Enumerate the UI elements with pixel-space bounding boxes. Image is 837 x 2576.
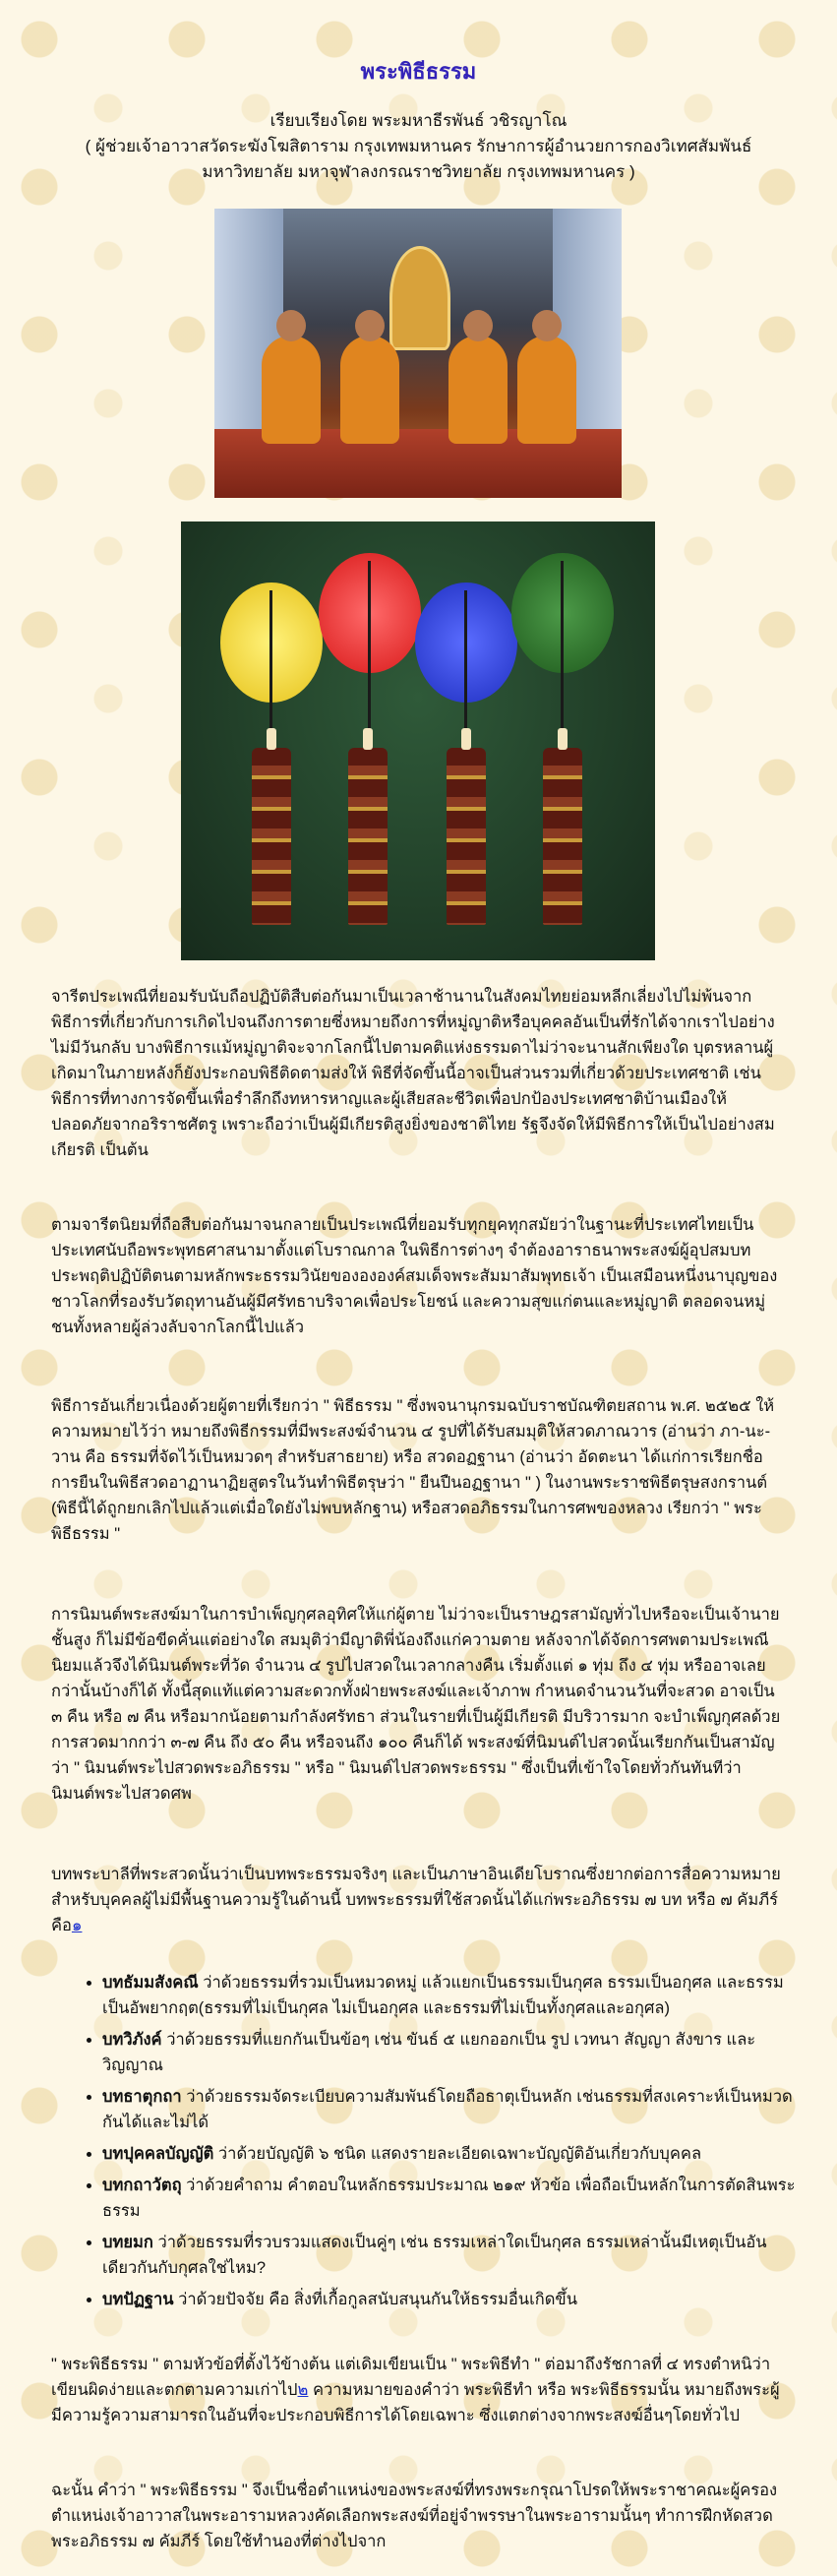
paragraph: บทพระบาลีที่พระสวดนั้นว่าเป็นบทพระธรรมจริงๆ และเป็นภาษาอินเดียโบราณซึ่งยากต่อการสื่อความหมายสำหรับบุคคลผู้ไม่มีพื้นฐานความรู้ในด้านนี้ บทพระธรรมที่ใช้สวดนั้นได้แก่พระอภิธรรม ๗ บท หรือ ๗ คัมภีร์ คือ๑	[51, 1866, 781, 1934]
footnote-link[interactable]: ๒	[297, 2381, 309, 2399]
monk-figure	[517, 336, 576, 444]
list-item: • บทปัฏฐาน ว่าด้วยปัจจัย คือ สิ่งที่เกื้อกูลสนับสนุนกันให้ธรรมอื่นเกิดขึ้น	[102, 2287, 810, 2312]
list-item: • บทธาตุกถา ว่าด้วยธรรมจัดระเบียบความสัมพันธ์โดยถือธาตุเป็นหลัก เช่นธรรมที่สงเคราะห์เป็นหมวดกันได้และไม่ได้	[102, 2084, 810, 2135]
list-item: • บทธัมมสังคณี ว่าด้วยธรรมที่รวมเป็นหมวดหมู่ แล้วแยกเป็นธรรมเป็นกุศล ธรรมเป็นอกุศล และธรรมเป็นอัพยากฤต(ธรรมที่ไม่เป็นกุศล ไม่เป็นอกุศล และธรรมที่ไม่เป็นทั้งกุศลและอกุศล)	[102, 1970, 810, 2021]
paragraph: พิธีการอันเกี่ยวเนื่องด้วยผู้ตายที่เรียกว่า " พิธีธรรม " ซึ่งพจนานุกรมฉบับราชบัณฑิตยสถาน พ.ศ. ๒๕๒๕ ให้ความหมายไว้ว่า หมายถึงพิธีกรรมที่มีพระสงฆ์จำนวน ๔ รูปที่ได้รับสมมุติให้สวดภาณวาร (อ่านว่า ภา-นะ-วาน คือ ธรรมที่จัดไว้เป็นหมวดๆ สำหรับสาธยาย) หรือ สวดอฏฐานา (อ่านว่า อัดตะนา ได้แก่การเรียกชื่อการยืนในพิธีสวดอาฏานาฏิยสูตรในวันทำพิธีตรุษว่า " ยืนปืนอฏฐานา " ) ในงานพระราชพิธีตรุษสงกรานต์ (พิธีนี้ได้ถูกยกเลิกไปแล้วแต่เมื่อใดยังไม่พบหลักฐาน) หรือสวดอภิธรรมในการศพของหลวง เรียกว่า " พระพิธีธรรม "	[51, 1397, 775, 1543]
monk-figure	[448, 336, 508, 444]
monks-ceremony-photo	[214, 209, 622, 498]
paragraph: การนิมนต์พระสงฆ์มาในการบำเพ็ญกุศลอุทิศให้แก่ผู้ตาย ไม่ว่าจะเป็นราษฎรสามัญทั่วไปหรือจะเป็นเจ้านายชั้นสูง ก็ไม่มีข้อขีดคั่นแต่อย่างใด สมมุติว่ามีญาติพี่น้องถึงแก่ความตาย หลังจากได้จัดการศพตามประเพณีนิยมแล้วจึงได้นิมนต์พระที่วัด จำนวน ๔ รูปไปสวดในเวลากลางคืน เริ่มตั้งแต่ ๑ ทุ่ม ถึง ๔ ทุ่ม หรืออาจเลยกว่านั้นบ้างก็ได้ ทั้งนี้สุดแท้แต่ความสะดวกทั้งฝ่ายพระสงฆ์และเจ้าภาพ กำหนดจำนวนวันที่จะสวด อาจเป็น ๓ คืน หรือ ๗ คืน หรือมากน้อยตามกำลังศรัทธา ส่วนในรายที่เป็นผู้มีเกียรติ มีบริวารมาก จะบำเพ็ญกุศลด้วยการสวดมากกว่า ๓-๗ คืน ถึง ๕๐ คืน หรือจนถึง ๑๐๐ คืนก็ได้ พระสงฆ์ที่นิมนต์ไปสวดนั้นเรียกกันเป็นสามัญว่า " นิมนต์พระไปสวดพระอภิธรรม " หรือ " นิมนต์ไปสวดพระธรรม " ซึ่งเป็นที่เข้าใจโดยทั่วกันทันทีว่า นิมนต์พระไปสวดศพ	[51, 1606, 781, 1803]
paragraph: จารีตประเพณีที่ยอมรับนับถือปฏิบัติสืบต่อกันมาเป็นเวลาช้านานในสังคมไทยย่อมหลีกเลี่ยงไปไม่พ้นจากพิธีการที่เกี่ยวกับการเกิดไปจนถึงการตายซึ่งหมายถึงการที่หมู่ญาติหรือบุคคลอันเป็นที่รักได้จากเราไปอย่างไม่มีวันกลับ บางพิธีการแม้หมู่ญาติจะจากโลกนี้ไปตามคติแห่งธรรมดาไม่ว่าจะนานสักเพียงใด บุตรหลานผู้เกิดมาในภายหลังก็ยังประกอบพิธีติดตามส่งให้ พิธีที่จัดขึ้นนี้อาจเป็นส่วนรวมที่เกี่ยวด้วยประเทศชาติ เช่น พิธีการที่ทางการจัดขึ้นเพื่อรำลึกถึงทหารหาญและผู้เสียสละชีวิตเพื่อปกป้องประเทศชาติบ้านเมืองให้ปลอดภัยจากอริราชศัตรู เพราะถือว่าเป็นผู้มีเกียรติสูงยิ่งของชาติไทย รัฐจึงจัดให้มีพิธีการให้เป็นไปอย่างสมเกียรติ เป็นต้น	[51, 988, 775, 1159]
author-affiliation: ( ผู้ช่วยเจ้าอาวาสวัดระฆังโฆสิตาราม กรุงเทพมหานคร รักษาการผู้อำนวยการกองวิเทศสัมพันธ์ มหาวิทยาลัย มหาจุฬาลงกรณราชวิทยาลัย กรุงเทพมหานคร )	[85, 137, 752, 181]
yellow-fan	[220, 583, 323, 703]
ceremonial-fan-emblem	[389, 246, 450, 350]
footnote-link[interactable]: ๑	[71, 1917, 83, 1934]
author-line: เรียบเรียงโดย พระมหาธีรพันธ์ วชิรญาโณ	[269, 111, 568, 130]
monk-figure	[340, 336, 399, 444]
list-item: • บทวิภังค์ ว่าด้วยธรรมที่แยกกันเป็นข้อๆ เช่น ขันธ์ ๕ แยกออกเป็น รูป เวทนา สัญญา สังขาร และ วิญญาณ	[102, 2027, 810, 2078]
list-item: • บทปุคคลบัญญัติ ว่าด้วยบัญญัติ ๖ ชนิด แสดงรายละเอียดเฉพาะบัญญัติอันเกี่ยวกับบุคคล	[102, 2141, 810, 2167]
paragraph: ฉะนั้น คำว่า " พระพิธีธรรม " จึงเป็นชื่อตำแหน่งของพระสงฆ์ที่ทรงพระกรุณาโปรดให้พระราชาคณะผู้ครองตำแหน่งเจ้าอาวาสในพระอารามหลวงคัดเลือกพระสงฆ์ที่อยู่จำพรรษาในพระอารามนั้นๆ ทำการฝึกหัดสวดพระอภิธรรม ๗ คัมภีร์ โดยใช้ทำนองที่ต่างไปจาก	[51, 2482, 778, 2550]
paragraph: ตามจารีตนิยมที่ถือสืบต่อกันมาจนกลายเป็นประเพณีที่ยอมรับทุกยุคทุกสมัยว่าในฐานะที่ประเทศไทยเป็นประเทศนับถือพระพุทธศาสนามาตั้งแต่โบราณกาล ในพิธีการต่างๆ จำต้องอาราธนาพระสงฆ์ผู้อุปสมบท ประพฤติปฏิบัติตนตามหลักพระธรรมวินัยของององค์สมเด็จพระสัมมาสัมพุทธเจ้า เป็นเสมือนหนึ่งนาบุญของชาวโลกที่รองรับวัตถุทานอันผู้มีศรัทธาบริจาคเพื่อประโยชน์ และความสุขแก่ตนและหมู่ญาติ ตลอดจนหมู่ชนทั้งหลายผู้ล่วงลับจากโลกนี้ไปแล้ว	[51, 1216, 778, 1336]
candle-stand	[543, 748, 582, 925]
candle-stand	[447, 748, 486, 925]
list-item: • บทกถาวัตถุ ว่าด้วยคำถาม คำตอบในหลักธรรมประมาณ ๒๑๙ หัวข้อ เพื่อถือเป็นหลักในการตัดสินพระธรรม	[102, 2173, 810, 2224]
monk-figure	[262, 336, 321, 444]
red-fan	[319, 553, 421, 673]
list-item: • บทยมก ว่าด้วยธรรมที่รวบรวมแสดงเป็นคู่ๆ เช่น ธรรมเหล่าใดเป็นกุศล ธรรมเหล่านั้นมีเหตุเป็นอันเดียวกันกับกุศลใช่ไหม?	[102, 2230, 810, 2281]
blue-fan	[415, 583, 517, 703]
page-title: พระพิธีธรรม	[360, 59, 477, 84]
author-byline	[39, 108, 798, 185]
paragraph: " พระพิธีธรรม " ตามหัวข้อที่ตั้งไว้ข้างต้น แต่เดิมเขียนเป็น " พระพิธีทำ " ต่อมาถึงรัชกาลที่ ๔ ทรงตำหนิว่า เขียนผิดง่ายและตกตามความเก่าไป๒ ความหมายของคำว่า พระพิธีทำ หรือ พระพิธีธรรมนั้น หมายถึงพระผู้มีความรู้ความสามารถในอันที่จะประกอบพิธีการได้โดยเฉพาะ ซึ่งแตกต่างจากพระสงฆ์อื่นๆโดยทั่วไป	[51, 2356, 780, 2424]
abhidhamma-list	[79, 1970, 810, 2318]
green-fan	[511, 553, 614, 673]
candle-stand	[348, 748, 388, 925]
ceremonial-fans-photo	[181, 521, 655, 960]
candle-stand	[252, 748, 291, 925]
